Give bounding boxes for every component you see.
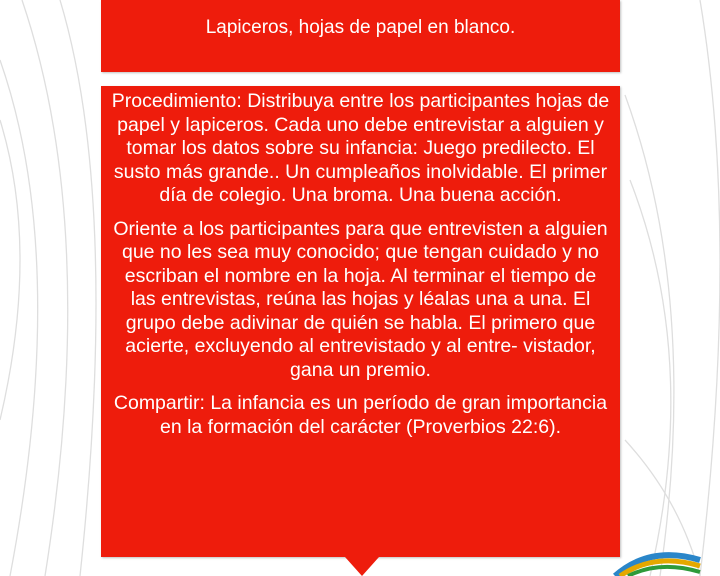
materials-box xyxy=(101,0,620,72)
callout-pointer xyxy=(345,557,379,576)
instructions-paragraph: Oriente a los participantes para que entrevisten a alguien que no les sea muy conocido; que tengan cuidado y no escriban el nombre en la hoja. Al terminar el tiempo de las entrevistas, reúna las hojas y léalas una a una. El grupo debe adivinar de quién se habla. El primero que acierte, excluyendo al entrevistado y al entre- vistador, gana un premio. xyxy=(113,217,608,381)
corner-logo-decoration xyxy=(615,555,700,576)
share-paragraph: Compartir: La infancia es un período de gran importancia en la formación del carácter (Proverbios 22:6). xyxy=(113,392,608,438)
activity-box xyxy=(101,86,620,557)
materials-text: Lapiceros, hojas de papel en blanco. xyxy=(205,17,516,38)
procedure-paragraph: Procedimiento: Distribuya entre los participantes hojas de papel y lapiceros. Cada uno debe entrevistar a alguien y tomar los datos sobre su infancia: Juego predilecto. El susto más grande.. Un cumpleaños inolvidable. El primer día de colegio. Una broma. Una buena acción. xyxy=(111,90,610,206)
